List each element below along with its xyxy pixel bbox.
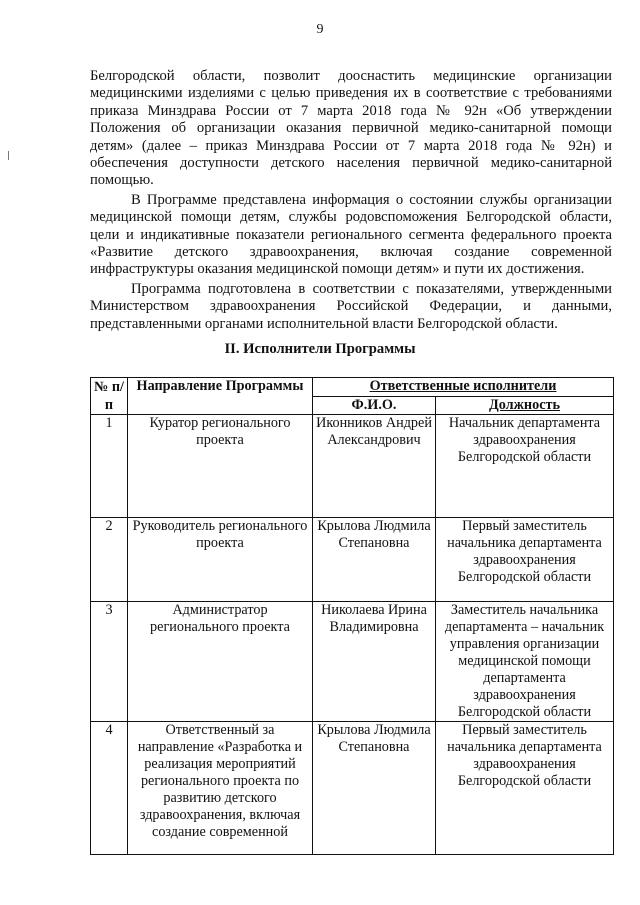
header-position xyxy=(436,396,614,415)
header-position-label: Должность xyxy=(489,396,560,413)
margin-mark xyxy=(8,151,9,160)
row-direction: Администратор регионального проекта xyxy=(128,602,313,722)
header-fio: Ф.И.О. xyxy=(313,396,436,415)
row-position: Первый заместитель начальника департамента здравоохранения Белгородской области xyxy=(436,518,614,602)
paragraph-2: В Программе представлена информация о состоянии службы организации медицинской помощи детям, службы родовспоможения Белгородской области, цели и индикативные показатели регионального сегмента федерального проекта «Развитие детского здравоохранения, включая создание современной инфраструктуры оказания медицинской помощи детям» и пути их достижения. xyxy=(90,191,612,278)
section-title: II. Исполнители Программы xyxy=(224,341,416,357)
table-row xyxy=(91,518,614,602)
table-row xyxy=(91,415,614,518)
row-position: Начальник департамента здравоохранения Белгородской области xyxy=(436,415,614,518)
table-row xyxy=(91,722,614,855)
header-direction: Направление Программы xyxy=(128,378,313,415)
header-responsible xyxy=(313,378,614,397)
row-direction: Ответственный за направление «Разработка и реализация мероприятий регионального проекта по развитию детского здравоохранения, включая создание современной xyxy=(128,722,313,855)
paragraph-3: Программа подготовлена в соответствии с показателями, утвержденными Министерством здравоохранения Российской Федерации, и данными, представленными органами исполнительной власти Белгородской области. xyxy=(90,280,612,332)
row-direction: Куратор регионального проекта xyxy=(128,415,313,518)
row-num: 4 xyxy=(91,722,128,855)
row-num: 1 xyxy=(91,415,128,518)
row-fio: Николаева Ирина Владимировна xyxy=(313,602,436,722)
row-direction: Руководитель регионального проекта xyxy=(128,518,313,602)
body-text xyxy=(90,68,612,333)
row-fio: Иконников Андрей Александрович xyxy=(313,415,436,518)
paragraph-1: Белгородской области, позволит дооснастить медицинские организации медицинскими изделиями с целью приведения их в соответствие с требованиями приказа Минздрава России от 7 марта 2018 года № 92н «Об утверждении Положения об организации оказания первичной медико-санитарной помощи детям» (далее – приказ Минздрава России от 7 марта 2018 года № 92н) и обеспечения доступности детского населения первичной медико-санитарной помощью. xyxy=(90,68,612,189)
header-num: № п/п xyxy=(91,378,128,415)
row-num: 2 xyxy=(91,518,128,602)
header-responsible-label: Ответственные исполнители xyxy=(369,378,557,394)
table-header-row xyxy=(91,378,614,397)
row-fio: Крылова Людмила Степановна xyxy=(313,518,436,602)
row-num: 3 xyxy=(91,602,128,722)
row-fio: Крылова Людмила Степановна xyxy=(313,722,436,855)
executors-table xyxy=(90,377,614,855)
table-row xyxy=(91,602,614,722)
page-number: 9 xyxy=(316,22,324,37)
row-position: Заместитель начальника департамента – начальник управления организации медицинской помощи департамента здравоохранения Белгородской области xyxy=(436,602,614,722)
row-position: Первый заместитель начальника департамента здравоохранения Белгородской области xyxy=(436,722,614,855)
